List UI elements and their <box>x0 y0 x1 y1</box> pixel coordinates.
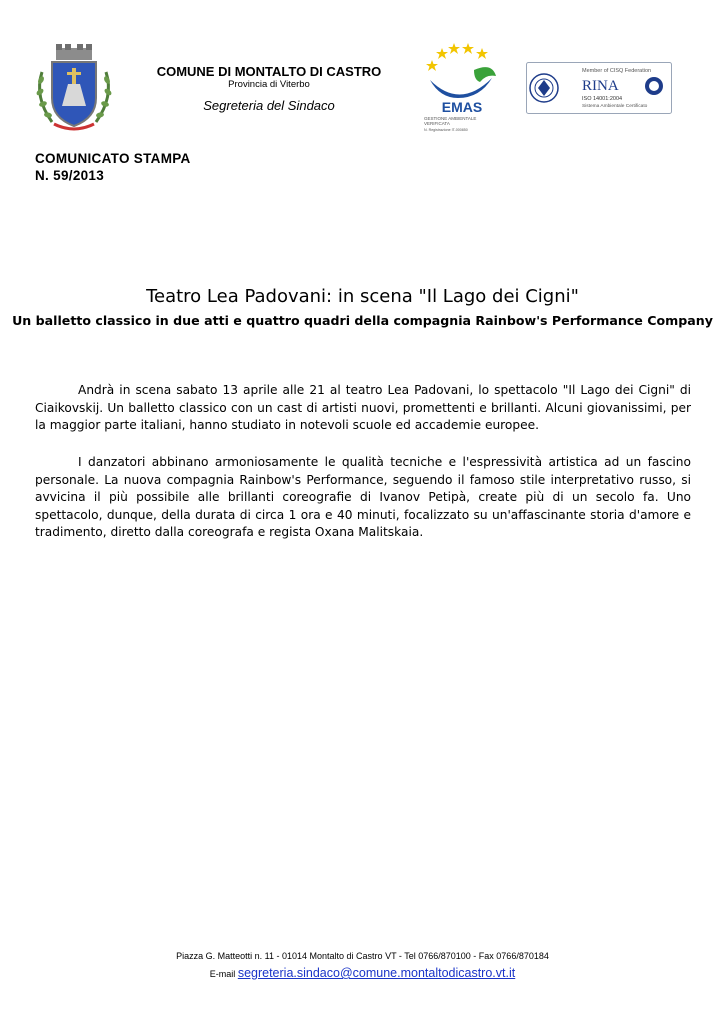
emas-logo <box>420 40 506 134</box>
footer-email-line <box>0 966 725 980</box>
office-label: Segreteria del Sindaco <box>203 98 335 113</box>
province-label: Provincia di Viterbo <box>228 79 310 90</box>
rina-certification-logo <box>526 62 672 114</box>
emas-caption-2: VERIFICATA <box>424 121 450 126</box>
rina-system: Sistema Ambientale Certificato <box>582 104 648 109</box>
footer-email-link[interactable]: segreteria.sindaco@comune.montaltodicastro.vt.it <box>237 966 516 980</box>
municipal-crest-logo <box>32 42 116 134</box>
emas-caption-1: GESTIONE AMBIENTALE <box>424 116 477 121</box>
rina-member-text: Member of CISQ Federation <box>582 68 652 74</box>
press-label: COMUNICATO STAMPA <box>35 151 191 166</box>
press-number: N. 59/2013 <box>35 168 105 183</box>
article-subtitle: Un balletto classico in due atti e quattro quadri della compagnia Rainbow's Performance Company <box>12 313 713 328</box>
article-paragraph-2: I danzatori abbinano armoniosamente le qualità tecniche e l'espressività artistica ad un fascino personale. La nuova compagnia Rainbow's Performance, seguendo il famoso stile interpretativo russo, si avvicina il più possibile alle brillanti coreografie di Ivanov Petipà, create più di un secolo fa. Uno spettacolo, dunque, della durata di circa 1 ora e 40 minuti, focalizzato su un'affascinante storia d'amore e tradimento, diretto dalla coreografa e regista Oxana Malitskaia. <box>35 455 691 540</box>
article-title: Teatro Lea Padovani: in scena "Il Lago dei Cigni" <box>146 286 579 307</box>
emas-label: EMAS <box>441 99 483 115</box>
rina-iso: ISO 14001:2004 <box>582 96 623 102</box>
footer-email-label: E-mail <box>209 969 236 979</box>
emas-stars <box>426 43 488 71</box>
article-paragraph-1: Andrà in scena sabato 13 aprile alle 21 al teatro Lea Padovani, lo spettacolo "Il Lago dei Cigni" di Ciaikovskij. Un balletto classico con un cast di artisti nuovi, promettenti e brillanti. Alcuni giovanissimi, per la maggior parte italiani, hanno studiato in notevoli scuole ed accademie europee. <box>35 383 691 433</box>
comune-title: COMUNE DI MONTALTO DI CASTRO <box>156 64 382 79</box>
emas-caption-3: N. Registrazione IT-000850 <box>424 128 468 132</box>
rina-name: RINA <box>582 78 619 94</box>
footer-address: Piazza G. Matteotti n. 11 - 01014 Montalto di Castro VT - Tel 0766/870100 - Fax 0766/870184 <box>176 951 549 961</box>
press-release-label <box>35 150 191 184</box>
